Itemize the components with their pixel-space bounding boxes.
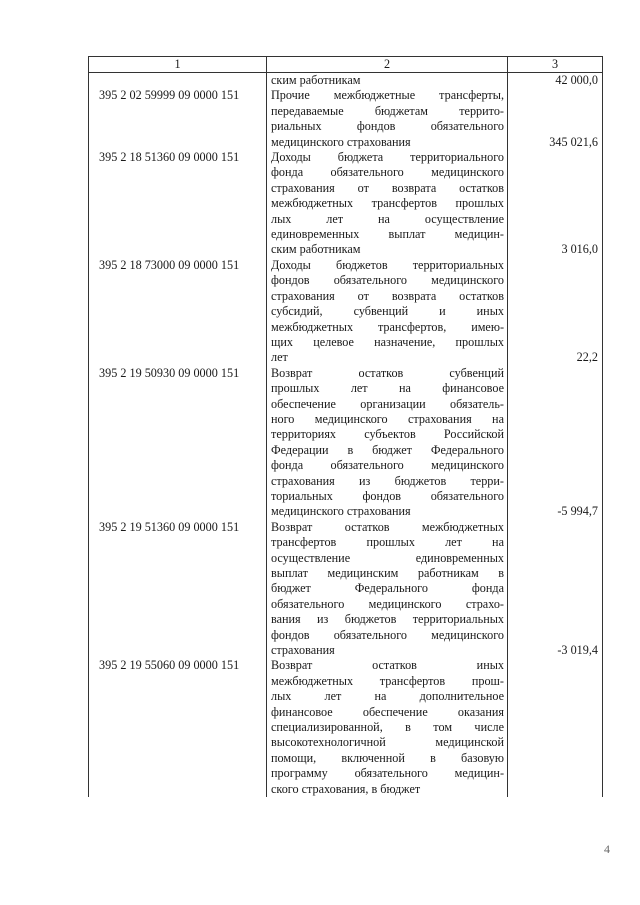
amount-cell — [508, 350, 603, 520]
description-line: фонда обязательного медицинского — [271, 458, 504, 473]
description-line: ного медицинского страхования на — [271, 411, 504, 426]
description-line: ским работникам — [271, 73, 361, 87]
description-line: обеспечение организации обязатель- — [271, 396, 504, 411]
table-row — [89, 658, 603, 797]
budget-code-cell — [89, 73, 267, 89]
description-cell — [267, 150, 508, 258]
budget-code-cell: 395 2 19 55060 09 0000 151 — [89, 658, 267, 797]
amount-cell — [508, 504, 603, 659]
page-number: 4 — [604, 842, 610, 856]
description-line: выплат медицинским работникам в — [271, 566, 504, 580]
description-line: межбюджетных трансфертов прошлых — [271, 196, 504, 211]
table-row — [89, 366, 603, 520]
description-line: медицинского страхования — [271, 504, 411, 519]
description-line: финансовое обеспечение оказания — [271, 704, 504, 719]
amount-value: 22,2 — [576, 350, 598, 365]
description-line: Прочие межбюджетные трансферты, — [271, 88, 504, 103]
description-line: ским работникам — [271, 242, 361, 257]
description-line: Возврат остатков субвенций — [271, 365, 504, 380]
budget-code-cell: 395 2 18 51360 09 0000 151 — [89, 150, 267, 258]
description-line: фонда обязательного медицинского — [271, 165, 504, 180]
description-line: щих целевое назначение, прошлых — [271, 334, 504, 349]
description-line: ского страхования, в бюджет — [271, 781, 421, 796]
amount-value: 3 016,0 — [561, 242, 598, 257]
description-line: передаваемые бюджетам террито- — [271, 103, 504, 118]
description-line: риальных фондов обязательного — [271, 119, 504, 134]
description-line: Доходы бюджетов территориальных — [271, 257, 504, 272]
description-line: территориях субъектов Российской — [271, 427, 504, 442]
column-header-2: 2 — [267, 57, 508, 73]
description-line: фондов обязательного медицинского — [271, 627, 504, 642]
description-line: единовременных выплат медицин- — [271, 227, 504, 242]
column-header-3: 3 — [508, 57, 603, 73]
budget-code-cell: 395 2 02 59999 09 0000 151 — [89, 88, 267, 150]
budget-table — [88, 56, 603, 797]
table-body — [89, 73, 603, 798]
description-line: страхования от возврата остатков — [271, 288, 504, 303]
description-line: вания из бюджетов территориальных — [271, 612, 504, 627]
description-line: страхования от возврата остатков — [271, 180, 504, 195]
description-line: высокотехнологичной медицинской — [271, 735, 504, 750]
description-line: бюджет Федерального фонда — [271, 581, 504, 596]
description-line: ториальных фондов обязательного — [271, 488, 504, 503]
description-line: прошлых лет на финансовое — [271, 381, 504, 396]
description-line: медицинского страхования — [271, 134, 411, 149]
column-header-1: 1 — [89, 57, 267, 73]
description-cell — [267, 366, 508, 520]
description-line: Возврат остатков межбюджетных — [271, 519, 504, 534]
amount-value: -3 019,4 — [557, 643, 598, 658]
table-header-row — [89, 57, 603, 73]
amount-value: 345 021,6 — [549, 134, 598, 149]
description-line: помощи, включенной в базовую — [271, 750, 504, 765]
description-cell — [267, 88, 508, 150]
description-cell — [267, 73, 508, 89]
description-line: страхования — [271, 643, 335, 658]
amount-value: -5 994,7 — [557, 504, 598, 519]
budget-code-cell: 395 2 18 73000 09 0000 151 — [89, 258, 267, 366]
description-line: Федерации в бюджет Федерального — [271, 442, 504, 457]
description-line: субсидий, субвенций и иных — [271, 304, 504, 319]
description-line: фондов обязательного медицинского — [271, 273, 504, 288]
description-line: межбюджетных трансфертов, имею- — [271, 319, 504, 334]
description-line: трансфертов прошлых лет на — [271, 535, 504, 550]
description-line: Возврат остатков иных — [271, 658, 504, 673]
description-line: программу обязательного медицин- — [271, 766, 504, 781]
budget-code-cell: 395 2 19 51360 09 0000 151 — [89, 520, 267, 659]
description-line: страхования из бюджетов терри- — [271, 473, 504, 488]
table-row — [89, 520, 603, 659]
description-line: Доходы бюджета территориального — [271, 150, 504, 165]
description-line: специализированной, в том числе — [271, 720, 504, 735]
description-line: обязательного медицинского страхо- — [271, 596, 504, 611]
description-line: лет — [271, 350, 288, 365]
description-cell — [267, 658, 508, 797]
description-line: осуществление единовременных — [271, 550, 504, 565]
description-line: лых лет на дополнительное — [271, 689, 504, 704]
budget-code-cell: 395 2 19 50930 09 0000 151 — [89, 366, 267, 520]
amount-cell — [508, 643, 603, 797]
description-cell — [267, 520, 508, 659]
description-line: лых лет на осуществление — [271, 211, 504, 226]
description-cell — [267, 258, 508, 366]
description-line: межбюджетных трансфертов прош- — [271, 673, 504, 688]
amount-value: 42 000,0 — [555, 73, 598, 88]
